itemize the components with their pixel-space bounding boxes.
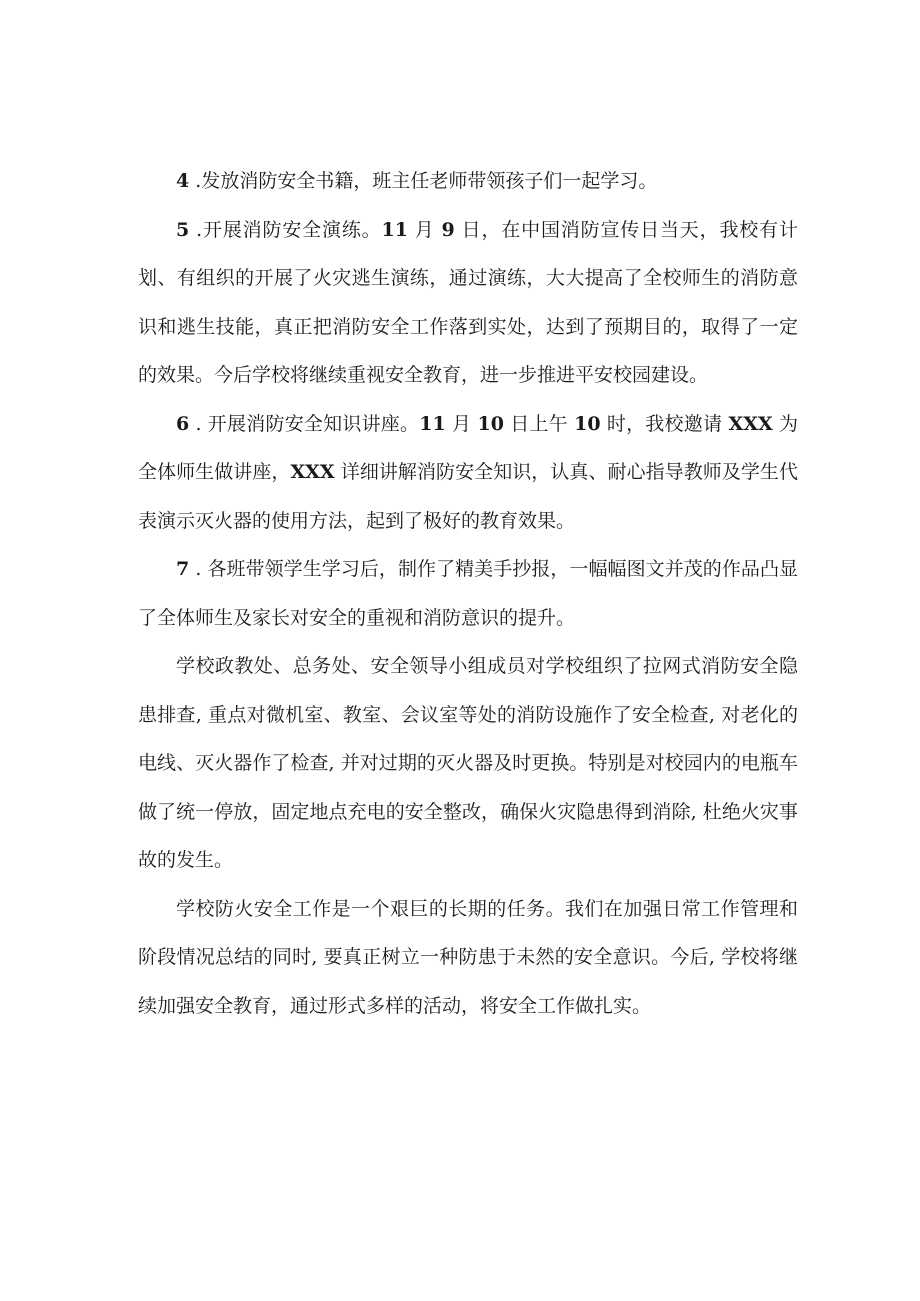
paragraph-text: 日上午 [503,412,575,435]
time-hour: 10 [574,412,601,435]
document-body [138,157,798,1030]
speaker-name: XXX [290,461,335,483]
paragraph-text: .开展消防安全演练。 [189,218,382,241]
paragraph-text: . 开展消防安全知识讲座。 [189,412,420,435]
paragraph-item-7 [138,545,798,642]
paragraph-text: 详细讲解消防安全知识，认真、耐心指导教师及学生代表演示灭火器的使用方法，起到了极好的教育效果。 [138,461,798,532]
paragraph-safety-inspection: 学校政教处、总务处、安全领导小组成员对学校组织了拉网式消防安全隐患排查, 重点对微机室、教室、会议室等处的消防设施作了安全检查, 对老化的电线、灭火器作了检查, 并对过期的灭火器及时更换。特别是对校园内的电瓶车做了统一停放，固定地点充电的安全整改，确保火灾隐患得到消除, 杜绝火灾事故的发生。 [138,655,798,871]
paragraph-text: .发放消防安全书籍，班主任老师带领孩子们一起学习。 [189,170,658,192]
date-day: 10 [477,412,504,435]
paragraph-text: . 各班带领学生学习后，制作了精美手抄报，一幅幅图文并茂的作品凸显了全体师生及家长对安全的重视和消防意识的提升。 [138,558,798,629]
speaker-name: XXX [728,412,773,435]
date-month: 11 [381,218,408,241]
paragraph-item-4 [138,157,798,206]
item-number: 4 [176,170,190,192]
paragraph-text: 日，在中国消防宣传日当天，我校有计划、有组织的开展了火灾逃生演练，通过演练，大大提高了全校师生的消防意识和逃生技能，真正把消防安全工作落到实处，达到了预期目的，取得了一定的效果。今后学校将继续重视安全教育，进一步推进平安校园建设。 [138,218,798,386]
date-day: 9 [441,218,455,241]
item-number: 6 [176,412,190,435]
paragraph-text: 月 [445,412,478,435]
paragraph-text: 月 [407,218,442,241]
paragraph-conclusion: 学校防火安全工作是一个艰巨的长期的任务。我们在加强日常工作管理和阶段情况总结的同时, 要真正树立一种防患于未然的安全意识。今后, 学校将继续加强安全教育，通过形式多样的活动，将安全工作做扎实。 [138,897,798,1017]
paragraph-item-6 [138,400,798,546]
paragraph-text: 时，我校邀请 [600,412,729,435]
item-number: 7 [176,558,190,580]
paragraph-text: 为全体师生做讲座， [138,412,798,483]
item-number: 5 [176,218,190,241]
paragraph-item-5 [138,206,798,400]
date-month: 11 [419,412,446,435]
